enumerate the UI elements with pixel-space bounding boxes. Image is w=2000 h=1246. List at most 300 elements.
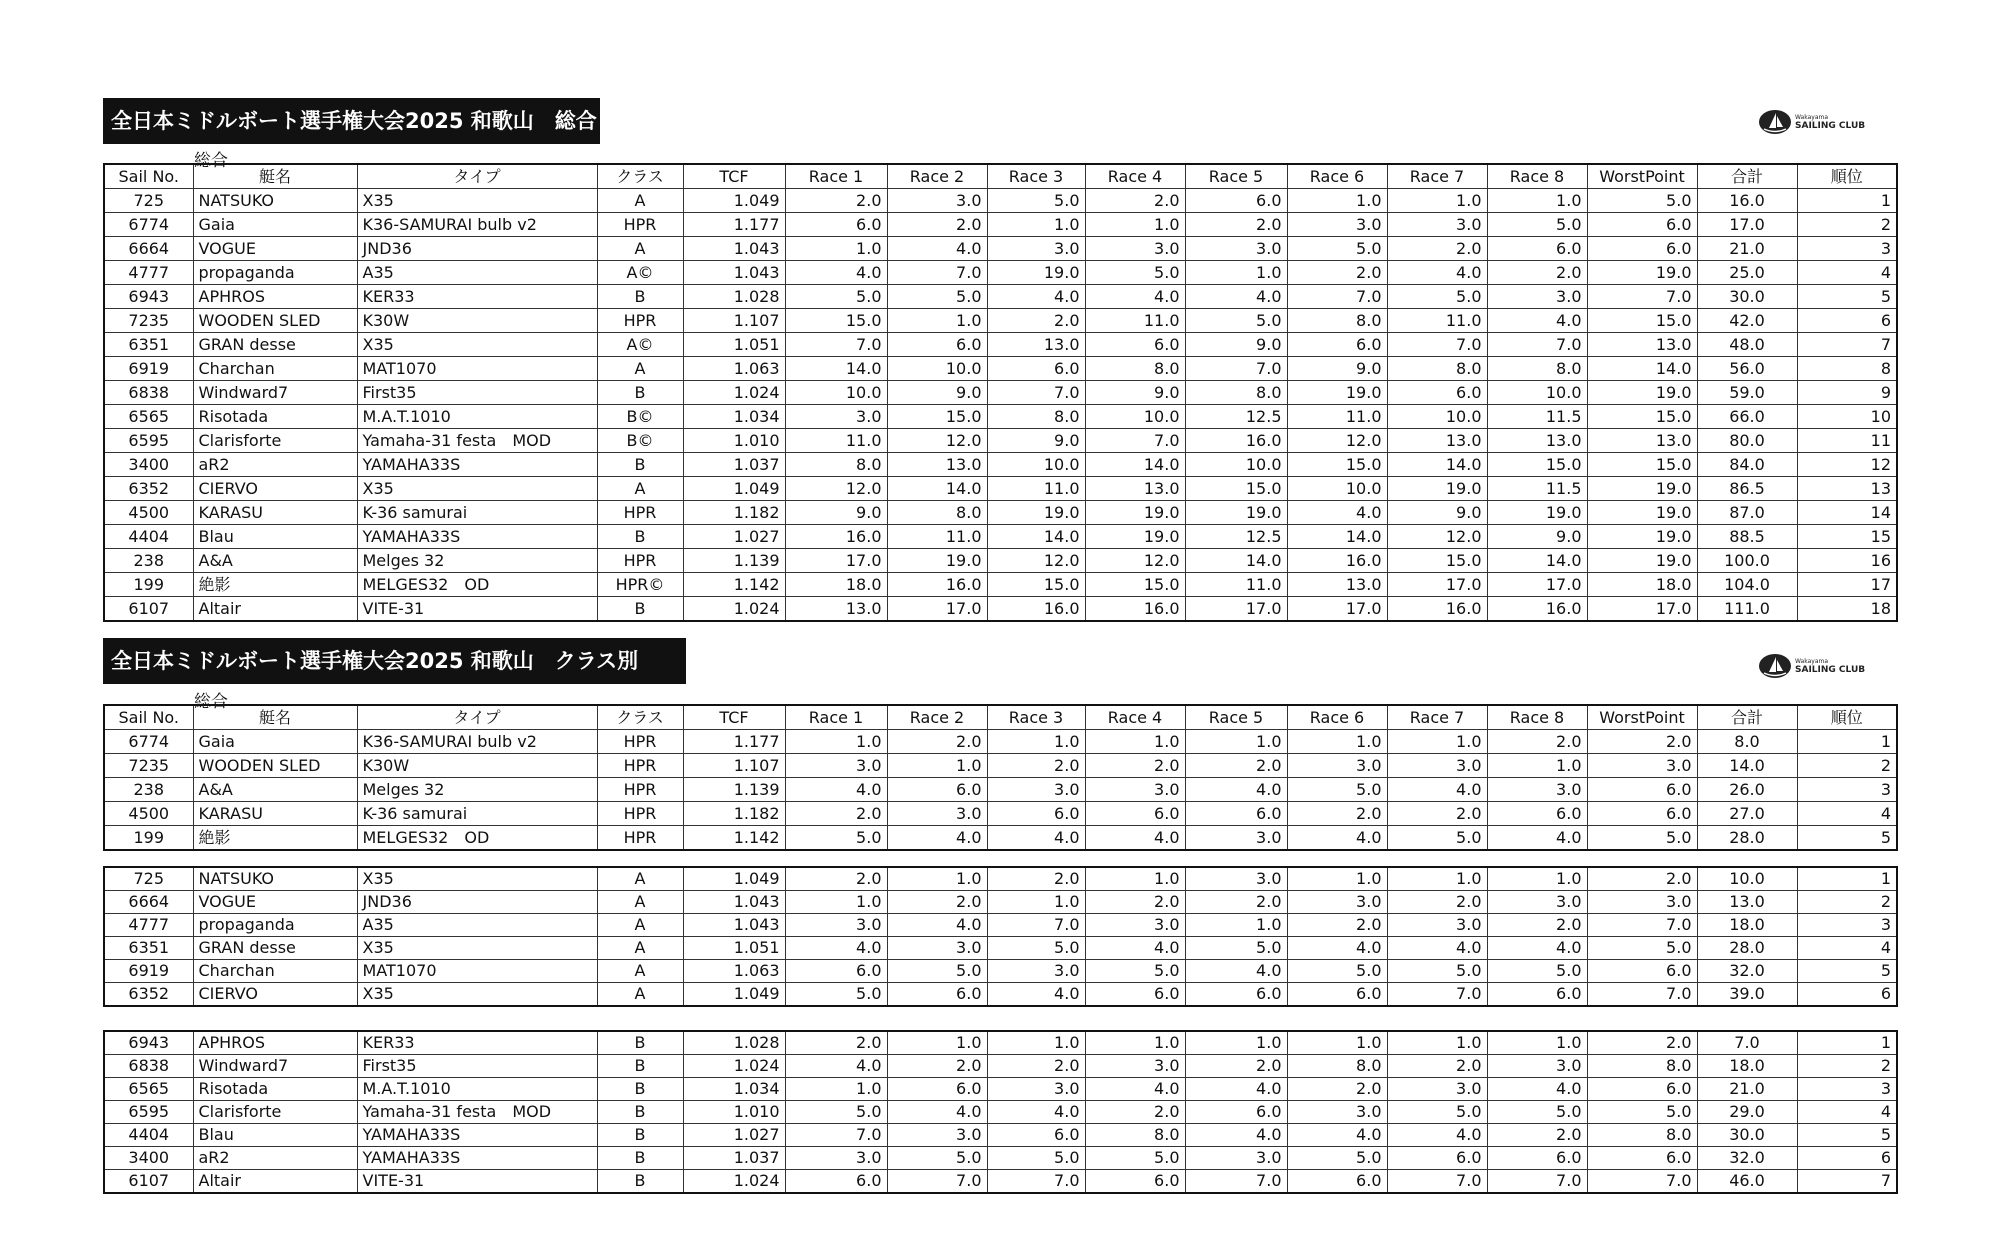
cell-race-4: 19.0 (1085, 501, 1185, 525)
cell-race-7: 3.0 (1387, 1078, 1487, 1101)
cell-class: HPR (597, 213, 683, 237)
cell-total: 59.0 (1697, 381, 1797, 405)
cell-race-8: 15.0 (1487, 453, 1587, 477)
cell-race-8: 10.0 (1487, 381, 1587, 405)
cell-sail-no: 199 (104, 573, 193, 597)
cell-worst-point: 5.0 (1587, 937, 1697, 960)
cell-race-7: 16.0 (1387, 597, 1487, 622)
cell-sail-no: 238 (104, 549, 193, 573)
cell-boat-name: Risotada (193, 1078, 357, 1101)
cell-race-1: 2.0 (785, 1031, 887, 1055)
cell-race-1: 1.0 (785, 891, 887, 914)
cell-worst-point: 3.0 (1587, 891, 1697, 914)
cell-race-5: 11.0 (1185, 573, 1287, 597)
cell-race-3: 8.0 (987, 405, 1085, 429)
cell-boat-type: K-36 samurai (357, 802, 597, 826)
cell-tcf: 1.139 (683, 778, 785, 802)
cell-boat-type: X35 (357, 867, 597, 891)
cell-total: 18.0 (1697, 1055, 1797, 1078)
cell-race-5: 4.0 (1185, 285, 1287, 309)
cell-race-5: 1.0 (1185, 914, 1287, 937)
cell-race-1: 3.0 (785, 754, 887, 778)
cell-race-8: 4.0 (1487, 826, 1587, 851)
cell-worst-point: 3.0 (1587, 754, 1697, 778)
cell-race-1: 2.0 (785, 802, 887, 826)
cell-race-8: 4.0 (1487, 309, 1587, 333)
cell-class: HPR (597, 802, 683, 826)
cell-race-8: 6.0 (1487, 802, 1587, 826)
cell-race-5: 1.0 (1185, 730, 1287, 754)
cell-race-7: 3.0 (1387, 914, 1487, 937)
cell-sail-no: 6774 (104, 730, 193, 754)
cell-rank: 3 (1797, 914, 1897, 937)
cell-race-8: 1.0 (1487, 1031, 1587, 1055)
cell-race-6: 5.0 (1287, 1147, 1387, 1170)
cell-race-3: 7.0 (987, 381, 1085, 405)
table-row (104, 597, 1897, 622)
cell-race-5: 7.0 (1185, 357, 1287, 381)
cell-sail-no: 4777 (104, 261, 193, 285)
cell-race-8: 6.0 (1487, 1147, 1587, 1170)
cell-race-4: 13.0 (1085, 477, 1185, 501)
cell-worst-point: 7.0 (1587, 914, 1697, 937)
cell-rank: 16 (1797, 549, 1897, 573)
cell-total: 30.0 (1697, 285, 1797, 309)
cell-total: 18.0 (1697, 914, 1797, 937)
cell-race-2: 2.0 (887, 1055, 987, 1078)
cell-race-7: 8.0 (1387, 357, 1487, 381)
cell-race-2: 10.0 (887, 357, 987, 381)
cell-race-4: 8.0 (1085, 357, 1185, 381)
table-row (104, 802, 1897, 826)
cell-total: 32.0 (1697, 1147, 1797, 1170)
cell-boat-name: aR2 (193, 1147, 357, 1170)
cell-total: 7.0 (1697, 1031, 1797, 1055)
cell-class: A (597, 189, 683, 213)
cell-race-8: 9.0 (1487, 525, 1587, 549)
header-race-2: Race 2 (887, 705, 987, 730)
cell-total: 111.0 (1697, 597, 1797, 622)
header-worst-point: WorstPoint (1587, 705, 1697, 730)
cell-race-3: 1.0 (987, 891, 1085, 914)
cell-race-4: 2.0 (1085, 1101, 1185, 1124)
table-row (104, 573, 1897, 597)
cell-race-5: 6.0 (1185, 983, 1287, 1007)
table-row (104, 213, 1897, 237)
cell-race-5: 5.0 (1185, 937, 1287, 960)
cell-tcf: 1.027 (683, 1124, 785, 1147)
header-race-8: Race 8 (1487, 705, 1587, 730)
cell-race-8: 7.0 (1487, 1170, 1587, 1194)
cell-rank: 1 (1797, 867, 1897, 891)
cell-race-3: 1.0 (987, 213, 1085, 237)
cell-worst-point: 2.0 (1587, 1031, 1697, 1055)
cell-rank: 9 (1797, 381, 1897, 405)
cell-total: 17.0 (1697, 213, 1797, 237)
cell-race-1: 12.0 (785, 477, 887, 501)
cell-sail-no: 4500 (104, 501, 193, 525)
cell-race-5: 16.0 (1185, 429, 1287, 453)
cell-tcf: 1.051 (683, 937, 785, 960)
cell-race-6: 2.0 (1287, 914, 1387, 937)
cell-class: A (597, 867, 683, 891)
header-class: クラス (597, 164, 683, 189)
cell-tcf: 1.010 (683, 429, 785, 453)
cell-race-1: 7.0 (785, 333, 887, 357)
cell-race-1: 13.0 (785, 597, 887, 622)
cell-race-6: 3.0 (1287, 1101, 1387, 1124)
table-row (104, 1078, 1897, 1101)
cell-class: HPR (597, 309, 683, 333)
cell-boat-type: Yamaha-31 festa MOD (357, 1101, 597, 1124)
header-row (104, 705, 1897, 730)
header-race-8: Race 8 (1487, 164, 1587, 189)
cell-sail-no: 6351 (104, 937, 193, 960)
cell-boat-name: Clarisforte (193, 429, 357, 453)
table-row (104, 261, 1897, 285)
cell-tcf: 1.049 (683, 189, 785, 213)
cell-race-3: 15.0 (987, 573, 1085, 597)
table-row (104, 453, 1897, 477)
cell-race-8: 4.0 (1487, 1078, 1587, 1101)
cell-race-4: 2.0 (1085, 891, 1185, 914)
cell-boat-name: Altair (193, 1170, 357, 1194)
cell-rank: 4 (1797, 802, 1897, 826)
cell-race-3: 2.0 (987, 867, 1085, 891)
cell-race-4: 5.0 (1085, 960, 1185, 983)
cell-race-1: 5.0 (785, 983, 887, 1007)
cell-boat-name: APHROS (193, 285, 357, 309)
cell-total: 25.0 (1697, 261, 1797, 285)
cell-sail-no: 6838 (104, 381, 193, 405)
header-boat-name: 艇名 (193, 705, 357, 730)
cell-race-6: 3.0 (1287, 213, 1387, 237)
cell-race-8: 7.0 (1487, 333, 1587, 357)
cell-total: 42.0 (1697, 309, 1797, 333)
cell-race-7: 15.0 (1387, 549, 1487, 573)
cell-race-1: 17.0 (785, 549, 887, 573)
cell-race-4: 3.0 (1085, 237, 1185, 261)
cell-boat-name: VOGUE (193, 237, 357, 261)
cell-race-8: 4.0 (1487, 937, 1587, 960)
cell-race-6: 14.0 (1287, 525, 1387, 549)
cell-rank: 2 (1797, 754, 1897, 778)
cell-race-4: 10.0 (1085, 405, 1185, 429)
cell-race-3: 4.0 (987, 983, 1085, 1007)
cell-boat-name: GRAN desse (193, 937, 357, 960)
cell-class: B (597, 1078, 683, 1101)
cell-total: 21.0 (1697, 237, 1797, 261)
cell-rank: 5 (1797, 960, 1897, 983)
table-row (104, 891, 1897, 914)
cell-race-6: 10.0 (1287, 477, 1387, 501)
cell-total: 21.0 (1697, 1078, 1797, 1101)
cell-total: 10.0 (1697, 867, 1797, 891)
cell-race-2: 7.0 (887, 1170, 987, 1194)
cell-boat-name: Risotada (193, 405, 357, 429)
cell-race-2: 5.0 (887, 960, 987, 983)
cell-tcf: 1.028 (683, 1031, 785, 1055)
cell-race-3: 1.0 (987, 1031, 1085, 1055)
cell-class: A (597, 914, 683, 937)
header-race-5: Race 5 (1185, 164, 1287, 189)
cell-race-7: 2.0 (1387, 891, 1487, 914)
cell-race-1: 1.0 (785, 1078, 887, 1101)
cell-tcf: 1.177 (683, 730, 785, 754)
cell-tcf: 1.024 (683, 597, 785, 622)
cell-race-3: 12.0 (987, 549, 1085, 573)
cell-race-5: 4.0 (1185, 960, 1287, 983)
cell-worst-point: 2.0 (1587, 867, 1697, 891)
cell-race-6: 13.0 (1287, 573, 1387, 597)
cell-race-4: 3.0 (1085, 1055, 1185, 1078)
cell-race-7: 11.0 (1387, 309, 1487, 333)
cell-race-2: 4.0 (887, 914, 987, 937)
overall-results-table (103, 163, 1898, 622)
cell-worst-point: 7.0 (1587, 285, 1697, 309)
cell-race-7: 2.0 (1387, 802, 1487, 826)
header-race-3: Race 3 (987, 705, 1085, 730)
cell-sail-no: 6943 (104, 285, 193, 309)
cell-race-6: 1.0 (1287, 730, 1387, 754)
table-row (104, 778, 1897, 802)
cell-class: A© (597, 333, 683, 357)
table-row (104, 1101, 1897, 1124)
cell-race-3: 19.0 (987, 261, 1085, 285)
cell-boat-type: A35 (357, 914, 597, 937)
cell-sail-no: 6351 (104, 333, 193, 357)
header-race-6: Race 6 (1287, 164, 1387, 189)
cell-tcf: 1.027 (683, 525, 785, 549)
cell-class: A (597, 960, 683, 983)
cell-rank: 6 (1797, 309, 1897, 333)
cell-race-3: 10.0 (987, 453, 1085, 477)
cell-race-5: 3.0 (1185, 1147, 1287, 1170)
cell-race-8: 5.0 (1487, 213, 1587, 237)
class-subtitle: 総合 (194, 692, 228, 712)
cell-boat-name: 絶影 (193, 826, 357, 851)
cell-total: 104.0 (1697, 573, 1797, 597)
cell-race-4: 6.0 (1085, 1170, 1185, 1194)
cell-race-3: 16.0 (987, 597, 1085, 622)
cell-race-4: 6.0 (1085, 802, 1185, 826)
cell-race-7: 3.0 (1387, 754, 1487, 778)
cell-race-7: 4.0 (1387, 1124, 1487, 1147)
cell-sail-no: 6919 (104, 960, 193, 983)
cell-boat-type: A35 (357, 261, 597, 285)
cell-class: HPR (597, 730, 683, 754)
cell-rank: 7 (1797, 1170, 1897, 1194)
cell-class: A (597, 937, 683, 960)
cell-boat-type: Melges 32 (357, 778, 597, 802)
a-class-table (103, 866, 1898, 1007)
cell-class: B (597, 1055, 683, 1078)
cell-race-2: 3.0 (887, 1124, 987, 1147)
cell-rank: 3 (1797, 778, 1897, 802)
cell-race-4: 14.0 (1085, 453, 1185, 477)
cell-race-1: 5.0 (785, 1101, 887, 1124)
cell-race-8: 6.0 (1487, 983, 1587, 1007)
cell-race-8: 2.0 (1487, 730, 1587, 754)
cell-race-7: 5.0 (1387, 960, 1487, 983)
cell-race-4: 4.0 (1085, 285, 1185, 309)
cell-worst-point: 19.0 (1587, 501, 1697, 525)
cell-boat-type: X35 (357, 333, 597, 357)
cell-race-6: 12.0 (1287, 429, 1387, 453)
cell-race-2: 4.0 (887, 1101, 987, 1124)
cell-boat-name: KARASU (193, 802, 357, 826)
cell-race-6: 8.0 (1287, 1055, 1387, 1078)
cell-tcf: 1.063 (683, 357, 785, 381)
cell-race-6: 1.0 (1287, 1031, 1387, 1055)
cell-sail-no: 4777 (104, 914, 193, 937)
cell-boat-type: MAT1070 (357, 960, 597, 983)
cell-race-6: 6.0 (1287, 333, 1387, 357)
cell-tcf: 1.142 (683, 573, 785, 597)
cell-sail-no: 7235 (104, 754, 193, 778)
cell-boat-type: VITE-31 (357, 597, 597, 622)
cell-tcf: 1.043 (683, 261, 785, 285)
cell-boat-type: First35 (357, 1055, 597, 1078)
table-row (104, 549, 1897, 573)
cell-sail-no: 7235 (104, 309, 193, 333)
header-boat-type: タイプ (357, 164, 597, 189)
cell-race-6: 2.0 (1287, 1078, 1387, 1101)
table-row (104, 357, 1897, 381)
cell-race-5: 12.5 (1185, 525, 1287, 549)
cell-class: B (597, 1170, 683, 1194)
class-title-banner: 全日本ミドルボート選手権大会2025 和歌山 クラス別 (103, 638, 686, 684)
cell-class: B (597, 1031, 683, 1055)
cell-tcf: 1.028 (683, 285, 785, 309)
cell-race-2: 5.0 (887, 285, 987, 309)
cell-race-8: 5.0 (1487, 960, 1587, 983)
table-row (104, 754, 1897, 778)
cell-race-7: 1.0 (1387, 1031, 1487, 1055)
cell-boat-type: X35 (357, 477, 597, 501)
b-class-table (103, 1030, 1898, 1194)
cell-class: A (597, 891, 683, 914)
cell-race-5: 2.0 (1185, 754, 1287, 778)
cell-sail-no: 6595 (104, 429, 193, 453)
cell-race-5: 3.0 (1185, 867, 1287, 891)
cell-race-2: 6.0 (887, 333, 987, 357)
cell-worst-point: 15.0 (1587, 453, 1697, 477)
cell-race-2: 3.0 (887, 189, 987, 213)
cell-race-3: 3.0 (987, 960, 1085, 983)
cell-total: 46.0 (1697, 1170, 1797, 1194)
cell-boat-type: MAT1070 (357, 357, 597, 381)
cell-boat-type: K-36 samurai (357, 501, 597, 525)
cell-worst-point: 13.0 (1587, 333, 1697, 357)
cell-worst-point: 17.0 (1587, 597, 1697, 622)
cell-race-3: 7.0 (987, 914, 1085, 937)
cell-boat-name: KARASU (193, 501, 357, 525)
cell-boat-name: Altair (193, 597, 357, 622)
cell-race-2: 2.0 (887, 213, 987, 237)
cell-race-7: 17.0 (1387, 573, 1487, 597)
cell-race-3: 5.0 (987, 1147, 1085, 1170)
cell-rank: 3 (1797, 237, 1897, 261)
cell-race-5: 1.0 (1185, 1031, 1287, 1055)
cell-rank: 1 (1797, 730, 1897, 754)
cell-race-6: 1.0 (1287, 867, 1387, 891)
cell-race-8: 14.0 (1487, 549, 1587, 573)
cell-boat-name: Gaia (193, 730, 357, 754)
cell-class: B (597, 597, 683, 622)
cell-sail-no: 4500 (104, 802, 193, 826)
cell-class: B (597, 285, 683, 309)
cell-race-6: 16.0 (1287, 549, 1387, 573)
cell-boat-name: GRAN desse (193, 333, 357, 357)
cell-race-8: 13.0 (1487, 429, 1587, 453)
cell-sail-no: 6565 (104, 1078, 193, 1101)
cell-race-2: 1.0 (887, 754, 987, 778)
cell-worst-point: 14.0 (1587, 357, 1697, 381)
cell-race-6: 15.0 (1287, 453, 1387, 477)
cell-race-3: 2.0 (987, 754, 1085, 778)
cell-race-6: 5.0 (1287, 237, 1387, 261)
header-race-1: Race 1 (785, 705, 887, 730)
cell-race-2: 3.0 (887, 802, 987, 826)
cell-sail-no: 6565 (104, 405, 193, 429)
cell-worst-point: 15.0 (1587, 309, 1697, 333)
cell-race-3: 3.0 (987, 1078, 1085, 1101)
cell-race-7: 7.0 (1387, 1170, 1487, 1194)
cell-race-8: 2.0 (1487, 261, 1587, 285)
cell-race-2: 3.0 (887, 937, 987, 960)
cell-boat-type: YAMAHA33S (357, 1124, 597, 1147)
cell-race-5: 3.0 (1185, 826, 1287, 851)
cell-boat-name: NATSUKO (193, 867, 357, 891)
table-row (104, 867, 1897, 891)
cell-boat-name: 絶影 (193, 573, 357, 597)
cell-worst-point: 7.0 (1587, 983, 1697, 1007)
cell-race-8: 2.0 (1487, 914, 1587, 937)
cell-boat-name: Clarisforte (193, 1101, 357, 1124)
header-tcf: TCF (683, 705, 785, 730)
cell-class: B (597, 525, 683, 549)
cell-tcf: 1.182 (683, 802, 785, 826)
cell-race-3: 5.0 (987, 937, 1085, 960)
header-tcf: TCF (683, 164, 785, 189)
cell-tcf: 1.063 (683, 960, 785, 983)
cell-race-8: 3.0 (1487, 1055, 1587, 1078)
cell-total: 86.5 (1697, 477, 1797, 501)
cell-tcf: 1.107 (683, 309, 785, 333)
cell-race-4: 3.0 (1085, 778, 1185, 802)
table-row (104, 1031, 1897, 1055)
cell-race-4: 8.0 (1085, 1124, 1185, 1147)
cell-rank: 8 (1797, 357, 1897, 381)
cell-race-4: 5.0 (1085, 1147, 1185, 1170)
cell-boat-type: YAMAHA33S (357, 525, 597, 549)
cell-race-6: 9.0 (1287, 357, 1387, 381)
cell-boat-name: Charchan (193, 960, 357, 983)
cell-class: HPR© (597, 573, 683, 597)
cell-boat-type: K36-SAMURAI bulb v2 (357, 730, 597, 754)
cell-race-3: 7.0 (987, 1170, 1085, 1194)
cell-boat-name: propaganda (193, 261, 357, 285)
cell-race-2: 13.0 (887, 453, 987, 477)
club-logo-text: Wakayama SAILING CLUB (1795, 114, 1866, 131)
cell-race-7: 5.0 (1387, 1101, 1487, 1124)
table-row (104, 309, 1897, 333)
club-logo-text: Wakayama SAILING CLUB (1795, 658, 1866, 675)
cell-race-4: 6.0 (1085, 983, 1185, 1007)
cell-boat-name: A&A (193, 778, 357, 802)
cell-race-6: 1.0 (1287, 189, 1387, 213)
